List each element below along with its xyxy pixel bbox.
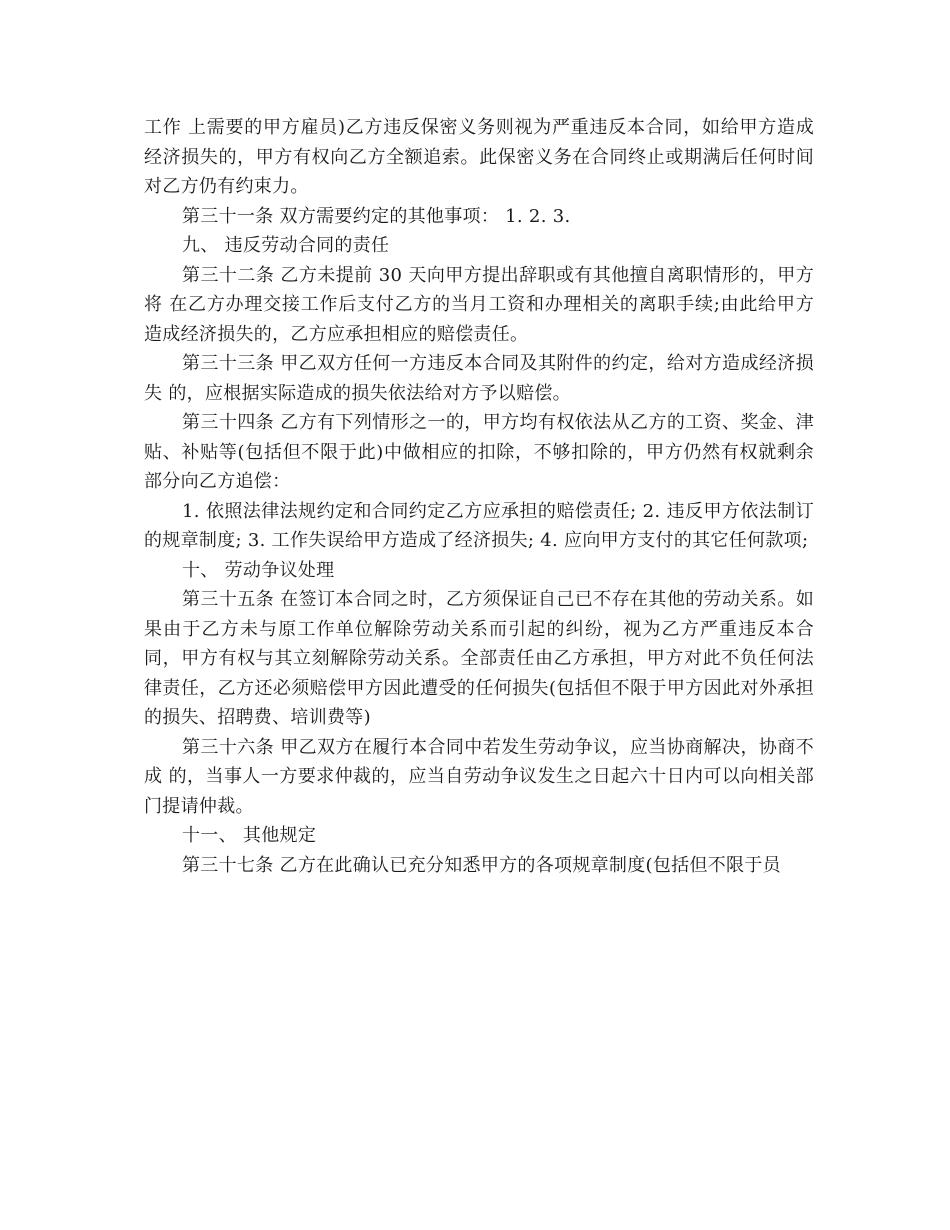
paragraph-article-34-items: 1. 依照法律法规约定和合同约定乙方应承担的赔偿责任; 2. 违反甲方依法制订的规章制度; 3. 工作失误给甲方造成了经济损失; 4. 应向甲方支付的其它任何款项; (144, 500, 814, 551)
paragraph-article-36: 第三十六条 甲乙双方在履行本合同中若发生劳动争议，应当协商解决，协商不成 的，当事人一方要求仲裁的，应当自劳动争议发生之日起六十日内可以向相关部门提请仲裁。 (144, 736, 814, 817)
paragraph-article-32: 第三十二条 乙方未提前 30 天向甲方提出辞职或有其他擅自离职情形的，甲方将 在乙方办理交接工作后支付乙方的当月工资和办理相关的离职手续;由此给甲方造成经济损失的，乙方应承担相应的赔偿责任。 (144, 264, 814, 345)
paragraph-article-35: 第三十五条 在签订本合同之时，乙方须保证自己已不存在其他的劳动关系。如果由于乙方未与原工作单位解除劳动关系而引起的纠纷，视为乙方严重违反本合同，甲方有权与其立刻解除劳动关系。全部责任由乙方承担，甲方对此不负任何法律责任，乙方还必须赔偿甲方因此遭受的任何损失(包括但不限于甲方因此对外承担的损失、招聘费、培训费等) (144, 589, 814, 728)
section-heading-11: 十一、 其他规定 (182, 825, 317, 846)
paragraph-confidentiality: 工作 上需要的甲方雇员)乙方违反保密义务则视为严重违反本合同，如给甲方造成经济损失的，甲方有权向乙方全额追索。此保密义务在合同终止或期满后任何时间对乙方仍有约束力。 (144, 117, 814, 197)
paragraph-article-33: 第三十三条 甲乙双方任何一方违反本合同及其附件的约定，给对方造成经济损失 的，应根据实际造成的损失依法给对方予以赔偿。 (144, 353, 814, 404)
paragraph-article-31: 第三十一条 双方需要约定的其他事项： 1. 2. 3. (182, 205, 571, 227)
document-body (144, 113, 814, 880)
paragraph-article-37: 第三十七条 乙方在此确认已充分知悉甲方的各项规章制度(包括但不限于员 (182, 854, 781, 876)
paragraph-article-34: 第三十四条 乙方有下列情形之一的，甲方均有权依法从乙方的工资、奖金、津贴、补贴等(包括但不限于此)中做相应的扣除，不够扣除的，甲方仍然有权就剩余部分向乙方追偿： (144, 412, 814, 492)
section-heading-9: 九、 违反劳动合同的责任 (182, 235, 390, 256)
section-heading-10: 十、 劳动争议处理 (182, 559, 335, 581)
